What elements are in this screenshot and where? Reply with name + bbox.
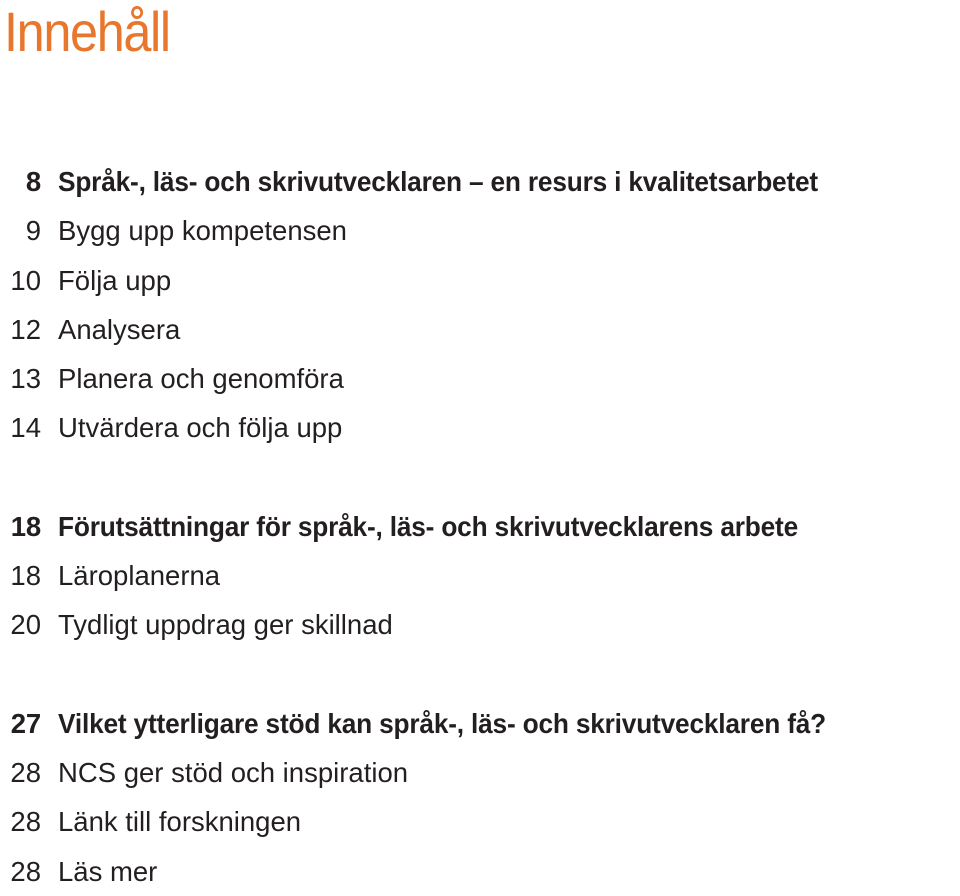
toc-page-number: 13 [10, 363, 41, 395]
toc-item-text: Utvärdera och följa upp [58, 412, 343, 444]
toc-section [0, 699, 960, 896]
toc-item[interactable] [0, 748, 960, 797]
toc-item-text: Analysera [58, 313, 181, 345]
toc-page-number: 9 [25, 215, 41, 247]
toc-item[interactable] [0, 354, 960, 403]
toc-page-number: 27 [10, 707, 41, 739]
page-title: Innehåll [4, 0, 170, 63]
toc-item-text: Läroplanerna [58, 560, 221, 592]
toc-section-heading[interactable] [0, 157, 960, 206]
toc-item-text: NCS ger stöd och inspiration [58, 756, 409, 788]
table-of-contents [0, 157, 960, 896]
toc-page-number: 10 [10, 264, 41, 296]
toc-item[interactable] [0, 403, 960, 452]
toc-item[interactable] [0, 305, 960, 354]
toc-section-heading[interactable] [0, 502, 960, 551]
toc-page-number: 14 [10, 412, 41, 444]
toc-page-number: 28 [10, 855, 41, 887]
toc-item[interactable] [0, 256, 960, 305]
toc-section-heading[interactable] [0, 699, 960, 748]
toc-item[interactable] [0, 206, 960, 255]
toc-item-text: Tydligt uppdrag ger skillnad [58, 609, 393, 641]
toc-item[interactable] [0, 847, 960, 896]
toc-page-number: 20 [10, 609, 41, 641]
toc-page-number: 18 [10, 560, 41, 592]
toc-section [0, 502, 960, 650]
toc-item-text: Planera och genomföra [58, 363, 344, 395]
toc-page-number: 28 [10, 756, 41, 788]
toc-heading-text: Förutsättningar för språk-, läs- och skrivutvecklarens arbete [58, 510, 799, 542]
toc-item[interactable] [0, 551, 960, 600]
toc-item-text: Följa upp [58, 264, 172, 296]
toc-item-text: Länk till forskningen [58, 806, 302, 838]
toc-item[interactable] [0, 797, 960, 846]
toc-item-text: Bygg upp kompetensen [58, 215, 347, 247]
toc-section [0, 157, 960, 453]
toc-heading-text: Språk-, läs- och skrivutvecklaren – en resurs i kvalitetsarbetet [58, 166, 818, 197]
toc-page-number: 8 [25, 166, 41, 197]
toc-page-number: 12 [10, 313, 41, 345]
toc-item[interactable] [0, 600, 960, 649]
toc-page-number: 18 [10, 510, 41, 542]
toc-item-text: Läs mer [58, 855, 158, 887]
toc-heading-text: Vilket ytterligare stöd kan språk-, läs- och skrivutvecklaren få? [58, 707, 827, 739]
toc-page-number: 28 [10, 806, 41, 838]
